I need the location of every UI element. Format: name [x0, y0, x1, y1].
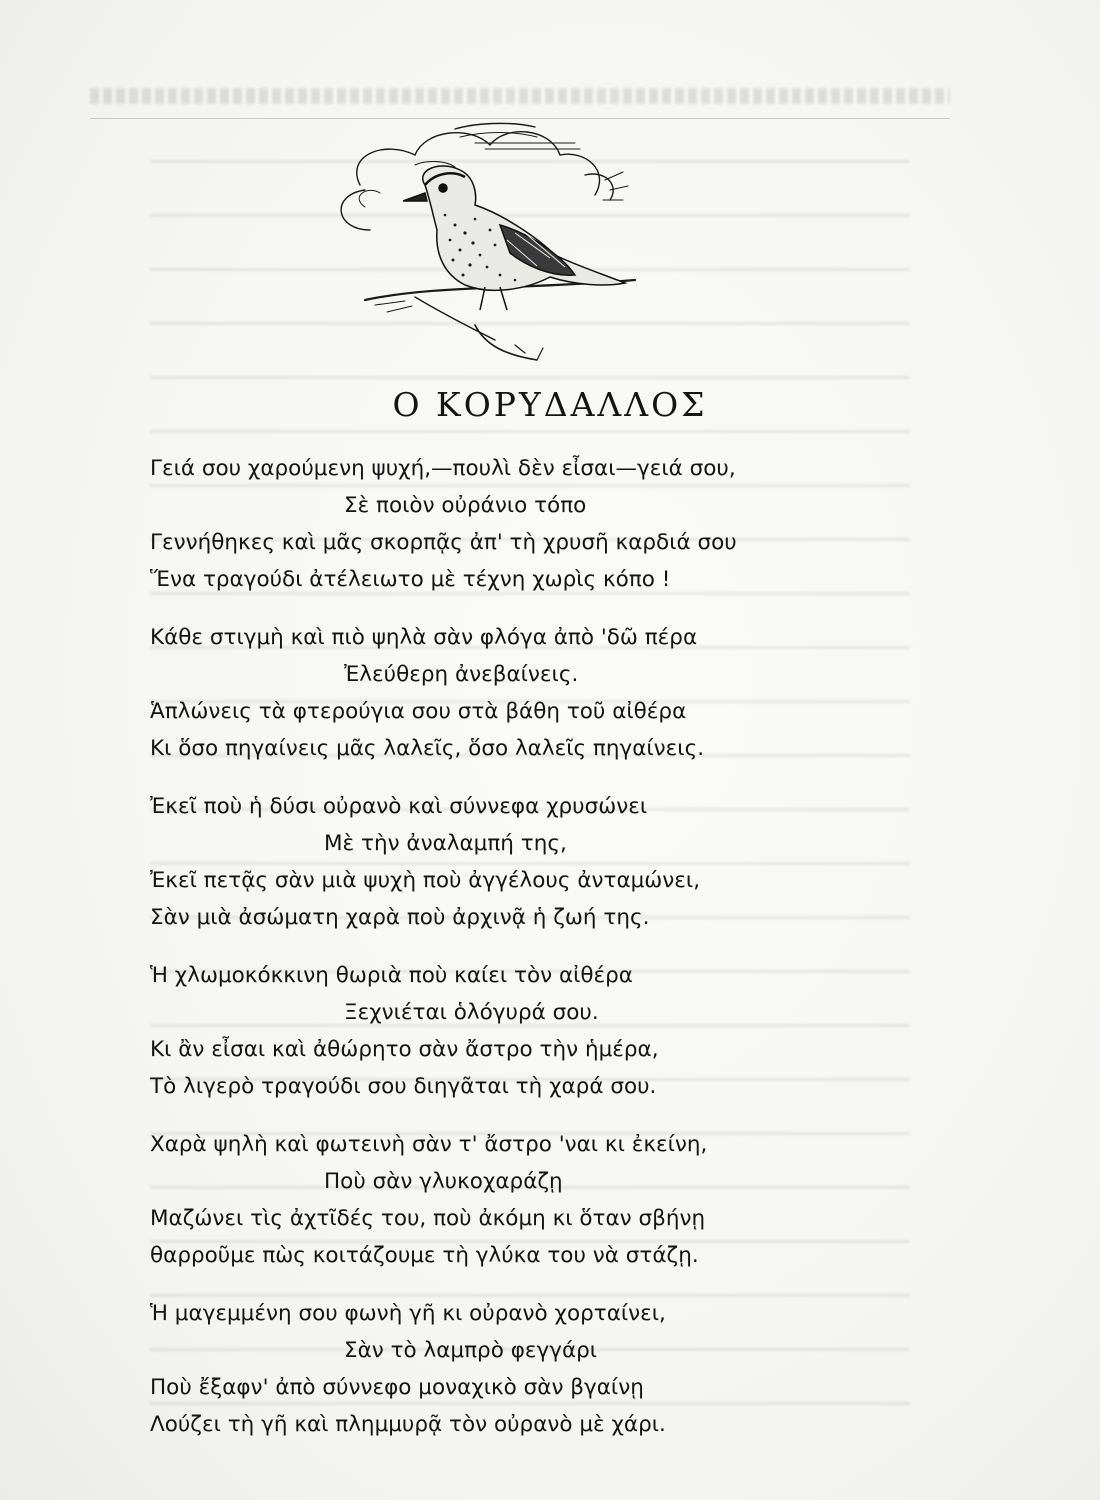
stanza-3: [150, 788, 890, 936]
running-header-bleed: [90, 88, 950, 104]
poem-line: Σὲ ποιὸν οὐράνιο τόπο: [344, 493, 587, 518]
poem-title: Ο ΚΟΡΥΔΑΛΛΟΣ: [392, 385, 708, 424]
poem-line: Ἐκεῖ ποὺ ἡ δύσι οὐρανὸ καὶ σύννεφα χρυσώνει: [150, 794, 648, 819]
poem-line: Σὰν μιὰ ἀσώματη χαρὰ ποὺ ἀρχινᾷ ἡ ζωή της.: [150, 905, 650, 930]
poem-line: Σὰν τὸ λαμπρὸ φεγγάρι: [344, 1338, 598, 1363]
poem-line: Γειά σου χαρούμενη ψυχή,—πουλὶ δὲν εἶσαι—γειά σου,: [150, 456, 736, 481]
stanza-6: [150, 1295, 890, 1443]
poem-body: [150, 450, 890, 1464]
stanza-5: [150, 1126, 890, 1274]
stanza-1: [150, 450, 890, 598]
poem-line: Ξεχνιέται ὁλόγυρά σου.: [344, 1000, 599, 1025]
skylark-bird-icon: [275, 115, 675, 375]
stanza-4: [150, 957, 890, 1105]
poem-line: Γεννήθηκες καὶ μᾶς σκορπᾷς ἀπ' τὴ χρυσῆ καρδιά σου: [150, 530, 737, 555]
poem-line: Κάθε στιγμὴ καὶ πιὸ ψηλὰ σὰν φλόγα ἀπὸ 'δῶ πέρα: [150, 625, 698, 650]
poem-line: θαρροῦμε πὼς κοιτάζουμε τὴ γλύκα του νὰ στάζῃ.: [150, 1243, 699, 1268]
poem-line: Μαζώνει τὶς ἀχτῖδές του, ποὺ ἀκόμη κι ὅταν σβήνῃ: [150, 1206, 706, 1231]
poem-line: Ἐκεῖ πετᾷς σὰν μιὰ ψυχὴ ποὺ ἀγγέλους ἀνταμώνει,: [150, 868, 701, 893]
poem-line: Κι ὅσο πηγαίνεις μᾶς λαλεῖς, ὅσο λαλεῖς πηγαίνεις.: [150, 736, 705, 761]
poem-line: Ἐλεύθερη ἀνεβαίνεις.: [344, 662, 579, 687]
poem-line: Ἕνα τραγούδι ἀτέλειωτο μὲ τέχνη χωρὶς κόπο !: [150, 567, 671, 592]
poem-line: Ἡ χλωμοκόκκινη θωριὰ ποὺ καίει τὸν αἰθέρα: [150, 963, 633, 988]
poem-line: Μὲ τὴν ἀναλαμπή της,: [324, 831, 567, 856]
poem-line: Κι ἂν εἶσαι καὶ ἀθώρητο σὰν ἄστρο τὴν ἡμέρα,: [150, 1037, 659, 1062]
poem-line: Ποὺ ἔξαφν' ἀπὸ σύννεφο μοναχικὸ σὰν βγαίνῃ: [150, 1375, 644, 1400]
stanza-2: [150, 619, 890, 767]
poem-line: Ποὺ σὰν γλυκοχαράζῃ: [324, 1169, 563, 1194]
poem-line: Χαρὰ ψηλὴ καὶ φωτεινὴ σὰν τ' ἄστρο 'ναι κι ἐκείνη,: [150, 1132, 708, 1157]
poem-line: Ἁπλώνεις τὰ φτερούγια σου στὰ βάθη τοῦ αἰθέρα: [150, 699, 687, 724]
poem-line: Τὸ λιγερὸ τραγούδι σου διηγᾶται τὴ χαρά σου.: [150, 1074, 657, 1099]
poem-line: Ἡ μαγεμμένη σου φωνὴ γῆ κι οὐρανὸ χορταίνει,: [150, 1301, 666, 1326]
poem-line: Λούζει τὴ γῆ καὶ πλημμυρᾷ τὸν οὐρανὸ μὲ χάρι.: [150, 1412, 666, 1437]
